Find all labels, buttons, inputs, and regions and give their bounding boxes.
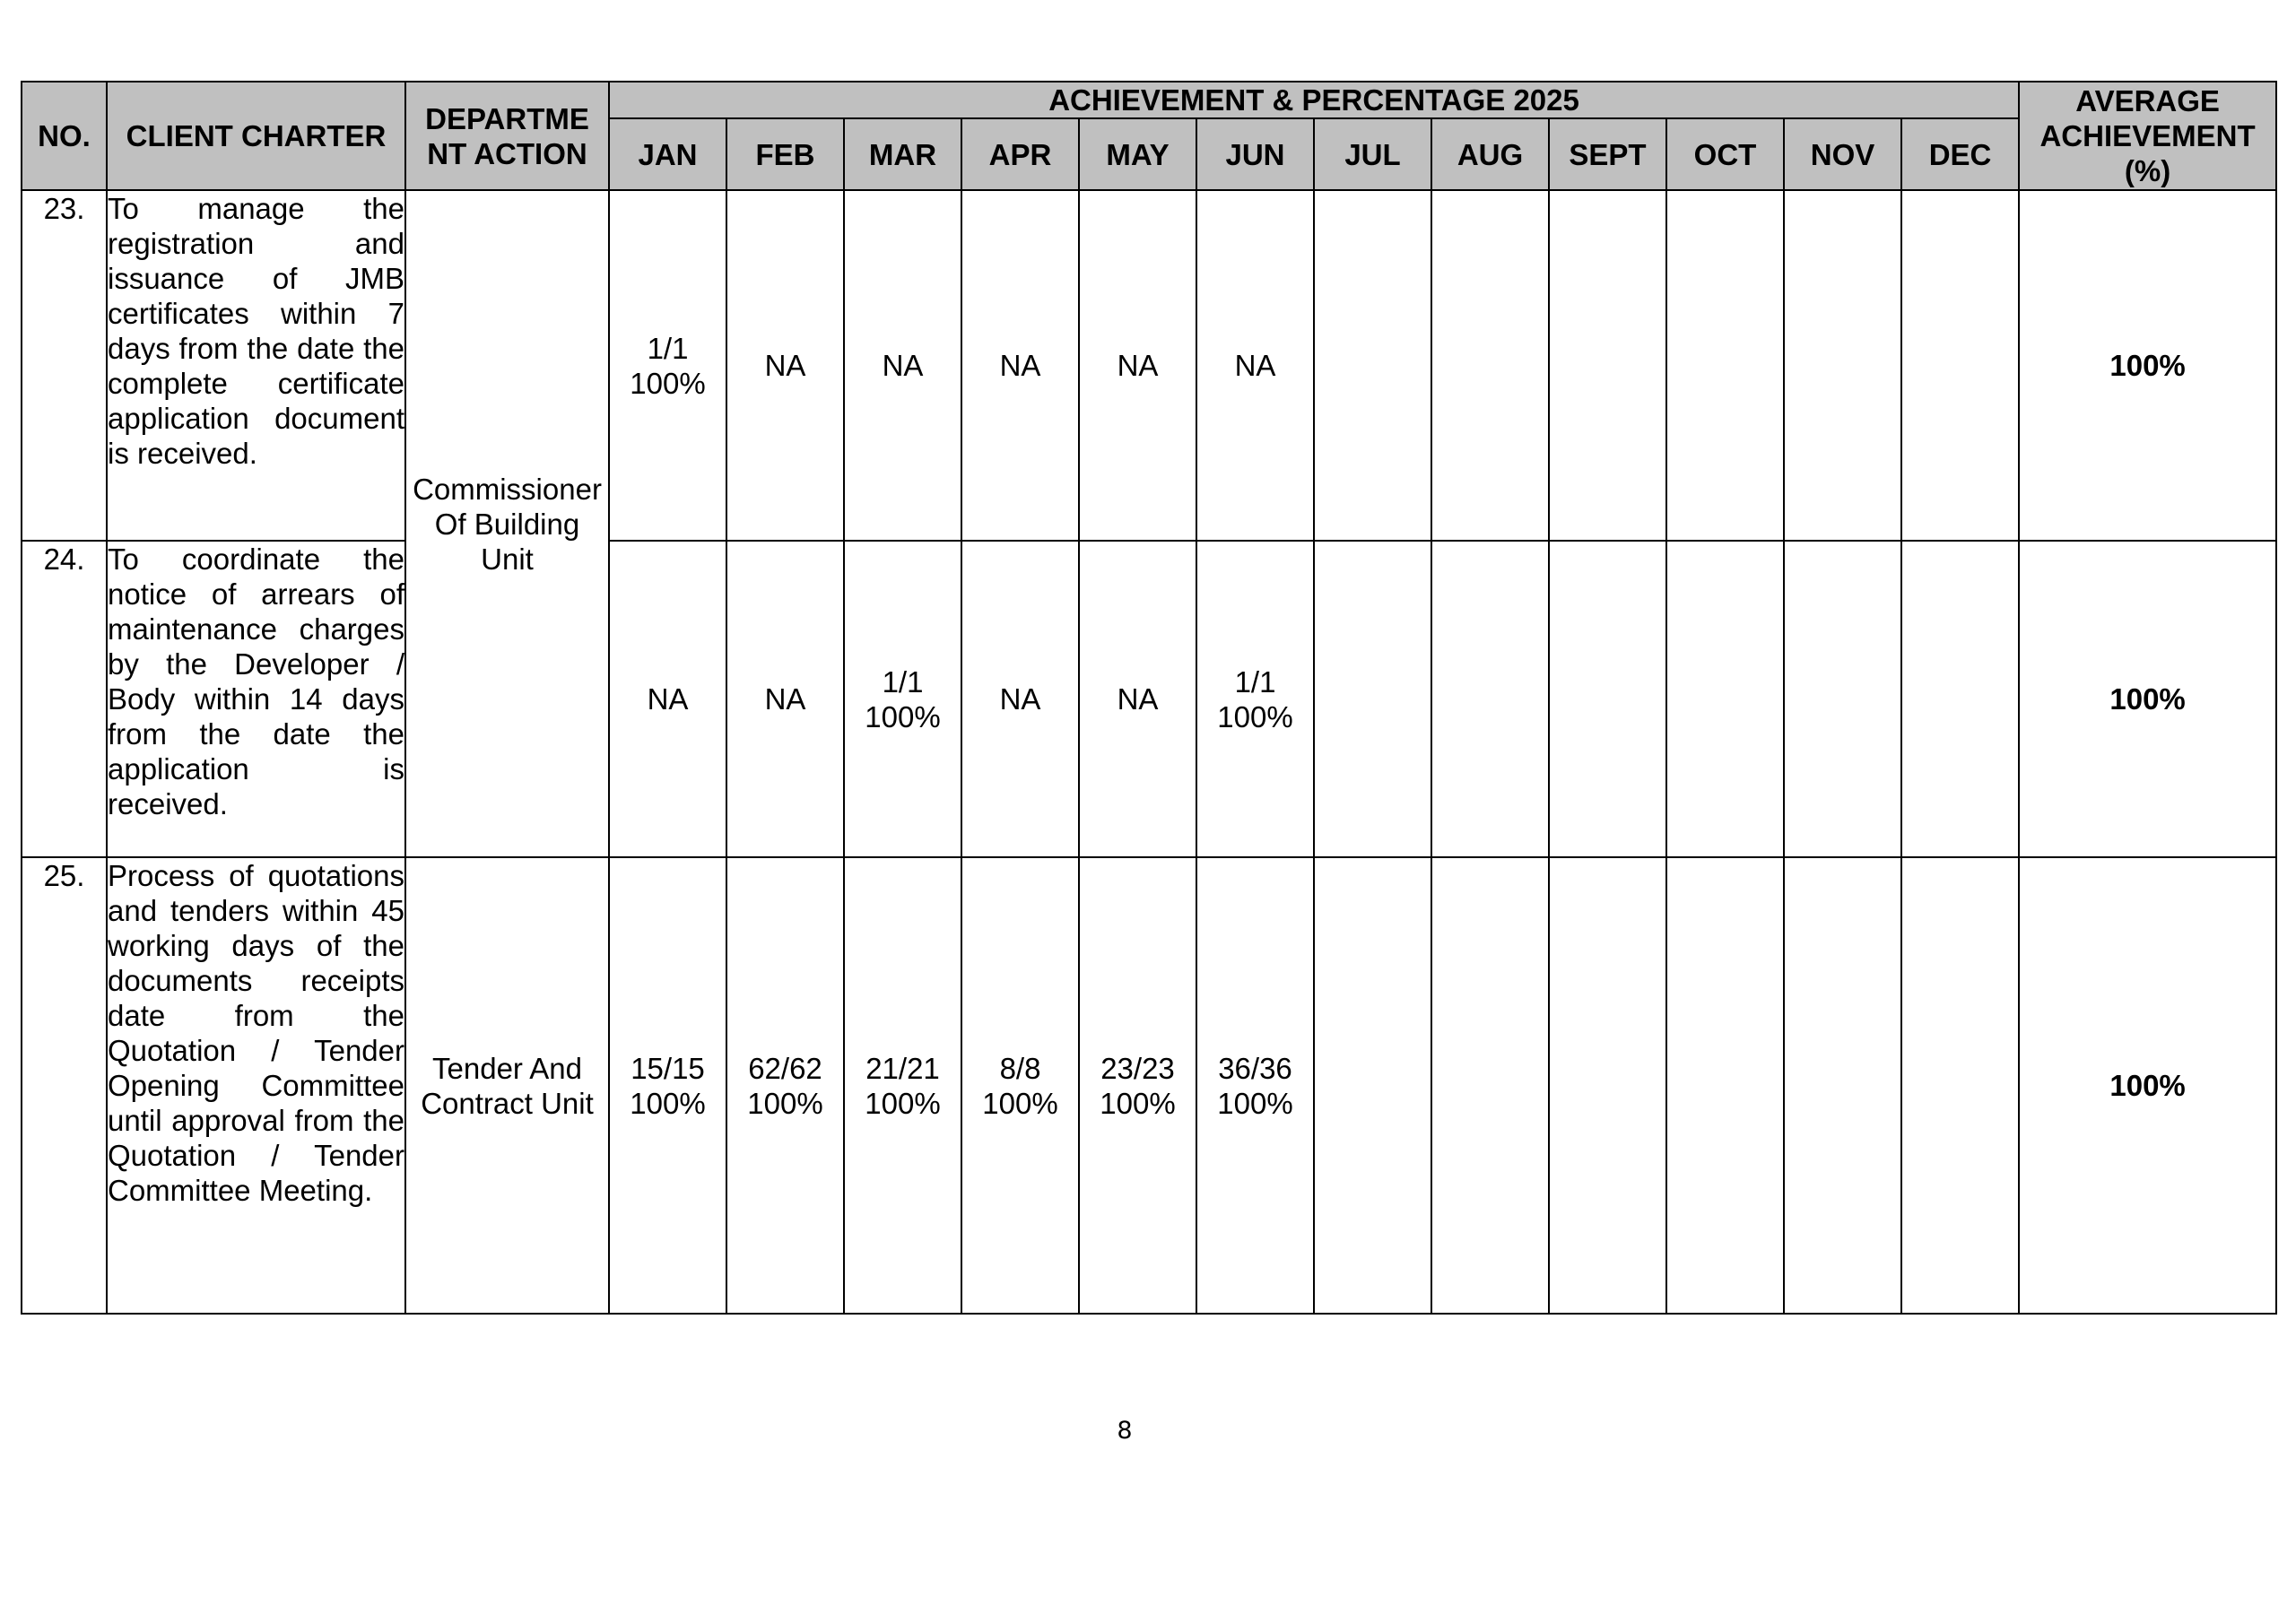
month-cell [1314, 190, 1431, 541]
month-cell [726, 857, 844, 1314]
cell-count: 8/8 [999, 1051, 1041, 1085]
row-number: 24. [22, 541, 107, 857]
month-cell [1314, 541, 1431, 857]
month-cell [1666, 190, 1784, 541]
month-cell [1431, 857, 1549, 1314]
cell-count: NA [1117, 349, 1159, 382]
table-row [22, 541, 2276, 857]
month-cell [1784, 190, 1901, 541]
month-cell [1549, 190, 1666, 541]
month-cell [844, 541, 961, 857]
header-month-nov: NOV [1784, 118, 1901, 190]
client-charter-text: To manage the registration and issuance of JMB certificates within 7 days from the date the complete certificate application document is received. [107, 190, 405, 541]
cell-percentage: 100% [630, 1086, 706, 1120]
month-cell [844, 857, 961, 1314]
month-cell [961, 190, 1079, 541]
month-cell [844, 190, 961, 541]
header-month-dec: DEC [1901, 118, 2019, 190]
header-achievement-group: ACHIEVEMENT & PERCENTAGE 2025 [609, 82, 2019, 118]
header-month-may: MAY [1079, 118, 1196, 190]
header-month-oct: OCT [1666, 118, 1784, 190]
average-achievement-value: 100% [2019, 190, 2276, 541]
department-action: Tender And Contract Unit [405, 857, 609, 1314]
header-month-mar: MAR [844, 118, 961, 190]
header-month-apr: APR [961, 118, 1079, 190]
month-cell [1196, 190, 1314, 541]
cell-count: 21/21 [865, 1051, 940, 1085]
average-achievement-value: 100% [2019, 857, 2276, 1314]
cell-count: NA [764, 682, 806, 716]
month-cell [1901, 541, 2019, 857]
month-cell [1196, 857, 1314, 1314]
month-cell [1901, 857, 2019, 1314]
cell-count: NA [999, 349, 1041, 382]
row-number: 25. [22, 857, 107, 1314]
month-cell [1079, 857, 1196, 1314]
header-month-sept: SEPT [1549, 118, 1666, 190]
client-charter-text: Process of quotations and tenders within 45 working days of the documents receipts date from the Quotation / Tender Opening Committee until approval from the Quotation / Tender Committee Meeting. [107, 857, 405, 1314]
header-month-aug: AUG [1431, 118, 1549, 190]
cell-count: 1/1 [882, 664, 924, 699]
month-cell [1549, 541, 1666, 857]
cell-count: NA [764, 349, 806, 382]
header-month-feb: FEB [726, 118, 844, 190]
cell-count: 36/36 [1218, 1051, 1292, 1085]
header-month-jan: JAN [609, 118, 726, 190]
department-action: Commissioner Of Building Unit [405, 190, 609, 857]
cell-percentage: 100% [1217, 699, 1293, 733]
cell-count: 1/1 [647, 331, 689, 365]
month-cell [609, 541, 726, 857]
table-row [22, 190, 2276, 541]
cell-percentage: 100% [865, 699, 941, 733]
cell-count: NA [1117, 682, 1159, 716]
client-charter-text: To coordinate the notice of arrears of maintenance charges by the Developer / Body within 14 days from the date the application is received. [107, 541, 405, 857]
cell-percentage: 100% [982, 1086, 1058, 1120]
cell-count: NA [882, 349, 924, 382]
cell-count: 1/1 [1234, 664, 1276, 699]
cell-count: 23/23 [1100, 1051, 1175, 1085]
month-cell [1431, 190, 1549, 541]
header-client-charter: CLIENT CHARTER [107, 82, 405, 190]
cell-count: NA [1234, 349, 1276, 382]
month-cell [1549, 857, 1666, 1314]
month-cell [726, 541, 844, 857]
month-cell [1784, 857, 1901, 1314]
header-average-achievement: AVERAGE ACHIEVEMENT (%) [2019, 82, 2276, 190]
month-cell [1196, 541, 1314, 857]
cell-count: 15/15 [631, 1051, 705, 1085]
month-cell [1079, 190, 1196, 541]
month-cell [961, 541, 1079, 857]
header-department-action: DEPARTME NT ACTION [405, 82, 609, 190]
month-cell [609, 857, 726, 1314]
month-cell [1666, 541, 1784, 857]
cell-count: NA [647, 682, 689, 716]
header-no: NO. [22, 82, 107, 190]
header-month-jun: JUN [1196, 118, 1314, 190]
month-cell [1079, 541, 1196, 857]
row-number: 23. [22, 190, 107, 541]
table-row [22, 857, 2276, 1314]
cell-percentage: 100% [865, 1086, 941, 1120]
month-cell [1784, 541, 1901, 857]
page-number: 8 [1117, 1417, 1133, 1445]
header-month-jul: JUL [1314, 118, 1431, 190]
month-cell [1314, 857, 1431, 1314]
month-cell [1901, 190, 2019, 541]
month-cell [609, 190, 726, 541]
average-achievement-value: 100% [2019, 541, 2276, 857]
cell-percentage: 100% [1100, 1086, 1176, 1120]
month-cell [726, 190, 844, 541]
month-cell [1666, 857, 1784, 1314]
cell-percentage: 100% [1217, 1086, 1293, 1120]
cell-percentage: 100% [630, 366, 706, 400]
cell-count: 62/62 [748, 1051, 822, 1085]
month-cell [961, 857, 1079, 1314]
month-cell [1431, 541, 1549, 857]
cell-percentage: 100% [747, 1086, 823, 1120]
client-charter-table [21, 81, 2277, 1315]
cell-count: NA [999, 682, 1041, 716]
